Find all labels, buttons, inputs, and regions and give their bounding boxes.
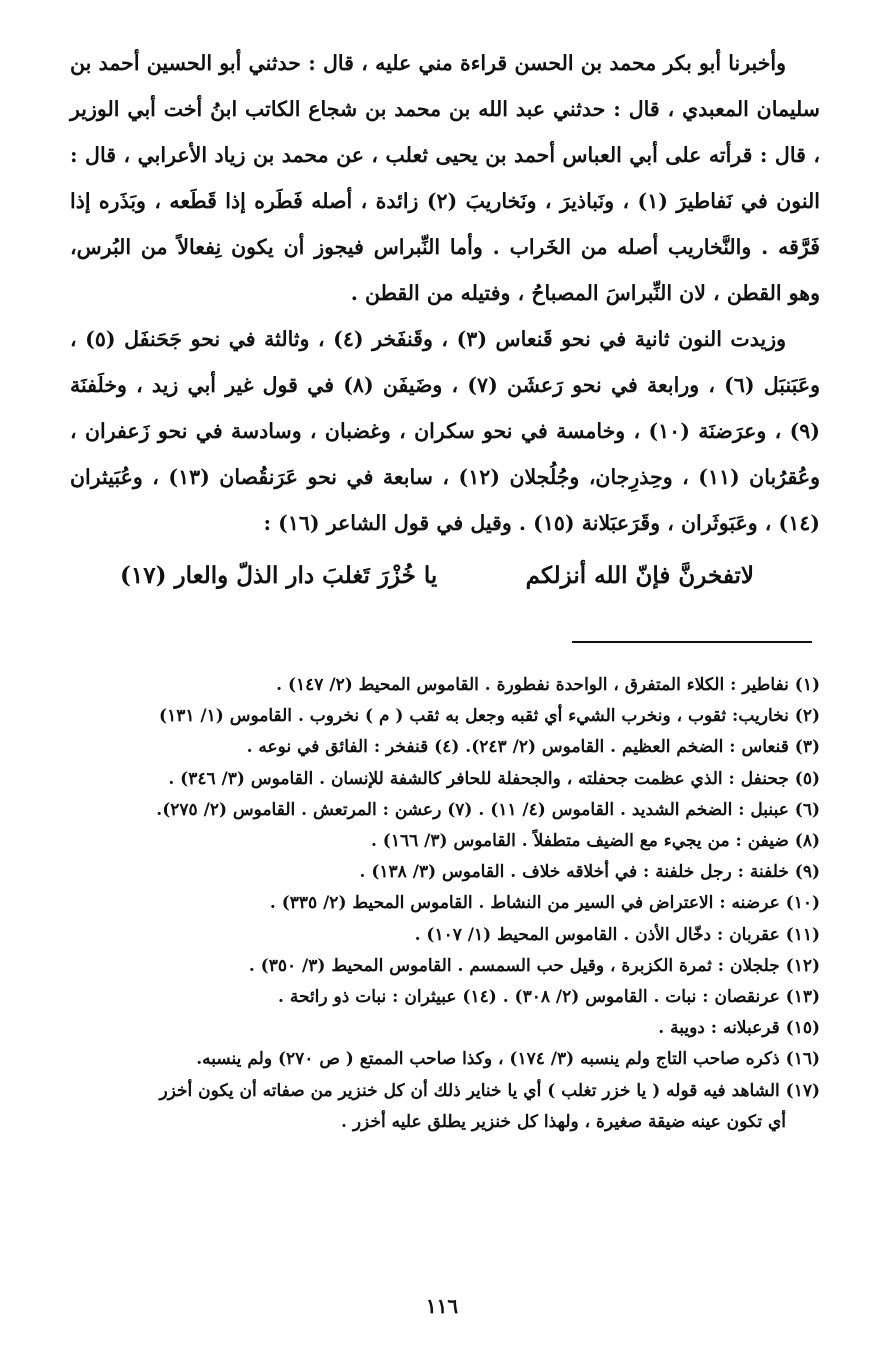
footnote: (١٠) عرضنه : الاعتراض في السير من النشاط . القاموس المحيط (٢/ ٣٣٥) . <box>269 893 820 914</box>
paragraph-1: وأخبرنا أبو بكر محمد بن الحسن قراءة مني عليه ، قال : حدثني أبو الحسين أحمد بن سليمان المعبدي ، قال : حدثني عبد الله بن محمد بن شجاع الكاتب ابنُ أخت أبي الوزير ، قال : قرأته على أبي العباس أحمد بن يحيى ثعلب ، عن محمد بن زياد الأعرابي ، قال : النون في نَفاطيرَ (١) ، ونَباذيرَ ، ونَخاريبَ (٢) زائدة ، أصله فَطَره إذا قَطَعه ، وبَذَره إذا فَرَّقه . والنَّخاريب أصله من الخَراب . وأما النِّبراس فيجوز أن يكون نِفعالاً من البُرس، وهو القطن ، لان النِّبراسَ المصباحُ ، وفتيله من القطن . <box>70 51 820 305</box>
paragraph-2: وزيدت النون ثانية في نحو قَنعاس (٣) ، وقَنفَخر (٤) ، وثالثة في نحو جَحَنفَل (٥) ، وعَبَنبَل (٦) ، ورابعة في نحو رَعشَن (٧) ، وضَيفَن (٨) في قول غير أبي زيد ، وخلَفنَة (٩) ، وعرَضنَة (١٠) ، وخامسة في نحو سكران ، وغضبان ، وسادسة في نحو زَعفران ، وعُقرُبان (١١) ، وحِذرِجان، وجُلُجلان (١٢) ، سابعة في نحو عَرَنقُصان (١٣) ، وعُبَيثران (١٤) ، وعَبَوثَران ، وقَرَعبَلانة (١٥) . وقيل في قول الشاعر (١٦) : <box>70 327 820 535</box>
footnote: (٥) جحنفل : الذي عظمت جحفلته ، والجحفلة للحافر كالشفة للإنسان . القاموس (٣/ ٣٤٦) . <box>168 768 820 789</box>
footnote: (١) نفاطير : الكلاء المتفرق ، الواحدة نفطورة . القاموس المحيط (٢/ ١٤٧) . <box>276 675 820 695</box>
verse-second-hemistich: يا خُزْرَ تَغلبَ دار الذلّ والعار (١٧) <box>120 562 438 589</box>
footnote: (٢) نخاريب: ثقوب ، ونخرب الشيء أي ثقبه وجعل به ثقب ( م ) نخروب . القاموس (١/ ١٣١) <box>159 706 820 727</box>
footnote: (١٦) ذكره صاحب التاج ولم ينسبه (٣/ ١٧٤) ، وكذا صاحب الممتع ( ص ٢٧٠) ولم ينسبه. <box>196 1049 820 1070</box>
footnote: (٦) عبنبل : الضخم الشديد . القاموس (٤/ ١١) . (٧) رعشن : المرتعش . القاموس (٢/ ٢٧٥). <box>156 799 820 820</box>
main-text-body <box>70 40 820 546</box>
footnote-separator <box>572 641 812 643</box>
footnote: (١٢) جلجلان : ثمرة الكزبرة ، وقيل حب السمسم . القاموس المحيط (٣/ ٣٥٠) . <box>248 955 820 976</box>
page-number: ١١٦ <box>425 1294 459 1318</box>
footnote: (٨) ضيفن : من يجيء مع الضيف متطفلاً . القاموس (٣/ ١٦٦) . <box>370 831 820 852</box>
verse-first-hemistich: لاتفخرنَّ فإنّ الله أنزلكم <box>525 562 754 589</box>
footnote-continuation: أي تكون عينه ضيقة صغيرة ، ولهذا كل خنزير يطلق عليه أخزر . <box>341 1111 786 1132</box>
footnote: (١٥) قرعبلانه : دويبة . <box>658 1018 820 1039</box>
footnote: (١٣) عرنقصان : نبات . القاموس (٢/ ٣٠٨) . (١٤) عبيثران : نبات ذو رائحة . <box>278 987 820 1008</box>
footnote: (١٧) الشاهد فيه قوله ( يا خزر تغلب ) أي يا خناير ذلك أن كل خنزير من صفاته أن يكون أخزر <box>159 1080 820 1101</box>
footnote: (١١) عقربان : دخّال الأذن . القاموس المحيط (١/ ١٠٧) . <box>414 924 820 945</box>
poetry-verse <box>120 562 754 612</box>
footnote: (٣) قنعاس : الضخم العظيم . القاموس (٢/ ٢٤٣). (٤) قنفخر : الفائق في نوعه . <box>246 737 820 758</box>
footnotes-section <box>72 670 820 1138</box>
footnote: (٩) خلفنة : رجل خلفنة : في أخلاقه خلاف . القاموس (٣/ ١٣٨) . <box>359 862 820 883</box>
